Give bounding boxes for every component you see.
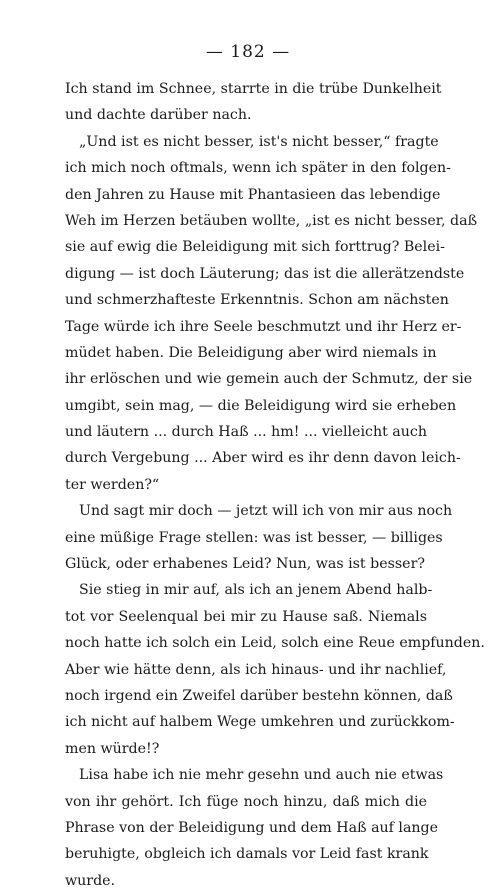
text-line: noch irgend ein Zweifel darüber bestehn können, daß [65, 687, 453, 704]
text-line: ich mich noch oftmals, wenn ich später in den folgen- [65, 160, 451, 177]
text-line: ich nicht auf halbem Wege umkehren und zurückkom- [65, 714, 455, 731]
text-line: durch Vergebung ... Aber wird es ihr denn davon leich- [65, 450, 461, 467]
text-line: Phrase von der Beleidigung und dem Haß auf lange [65, 819, 439, 836]
text-line: Tage würde ich ihre Seele beschmutzt und ihr Herz er- [65, 318, 462, 335]
text-line: von ihr gehört. Ich füge noch hinzu, daß mich die [65, 793, 427, 810]
text-line: Aber wie hätte denn, als ich hinaus- und ihr nachlief, [65, 661, 447, 678]
page-number: — 182 — [205, 42, 291, 62]
text-line: und läutern ... durch Haß ... hm! ... vielleicht auch [65, 424, 427, 441]
text-line: ter werden?“ [65, 476, 160, 493]
text-line: und schmerzhafteste Erkenntnis. Schon am nächsten [65, 292, 449, 309]
text-line: Und sagt mir doch — jetzt will ich von mir aus noch [79, 503, 453, 520]
text-line: und dachte darüber nach. [65, 107, 252, 124]
text-line: men würde!? [65, 740, 160, 757]
text-line: müdet haben. Die Beleidigung aber wird niemals in [65, 344, 437, 361]
text-line: Glück, oder erhabenes Leid? Nun, was ist besser? [65, 556, 425, 573]
text-line: Ich stand im Schnee, starrte in die trübe Dunkelheit [65, 81, 442, 97]
text-line: tot vor Seelenqual bei mir zu Hause saß. Niemals [65, 608, 427, 625]
text-line: sie auf ewig die Beleidigung mit sich forttrug? Belei- [65, 239, 445, 256]
text-line: wurde. [65, 872, 116, 889]
text-line: Weh im Herzen betäuben wollte, „ist es nicht besser, daß [65, 212, 478, 229]
text-line: Lisa habe ich nie mehr gesehn und auch nie etwas [79, 767, 444, 784]
text-line: eine müßige Frage stellen: was ist besser, — billiges [65, 529, 443, 546]
text-line: Sie stieg in mir auf, als ich an jenem Abend halb- [79, 582, 433, 599]
text-line: „Und ist es nicht besser, ist's nicht besser,“ fragte [79, 133, 439, 150]
text-line: digung — ist doch Läuterung; das ist die allerätzendste [65, 265, 465, 282]
text-line: den Jahren zu Hause mit Phantasieen das lebendige [65, 186, 441, 203]
text-line: beruhigte, obgleich ich damals vor Leid fast krank [65, 846, 429, 863]
body-text [65, 76, 485, 894]
text-line: umgibt, sein mag, — die Beleidigung wird sie erheben [65, 397, 457, 414]
text-line: ihr erlöschen und wie gemein auch der Schmutz, der sie [65, 371, 473, 388]
text-line: noch hatte ich solch ein Leid, solch eine Reue empfunden. [65, 635, 485, 652]
